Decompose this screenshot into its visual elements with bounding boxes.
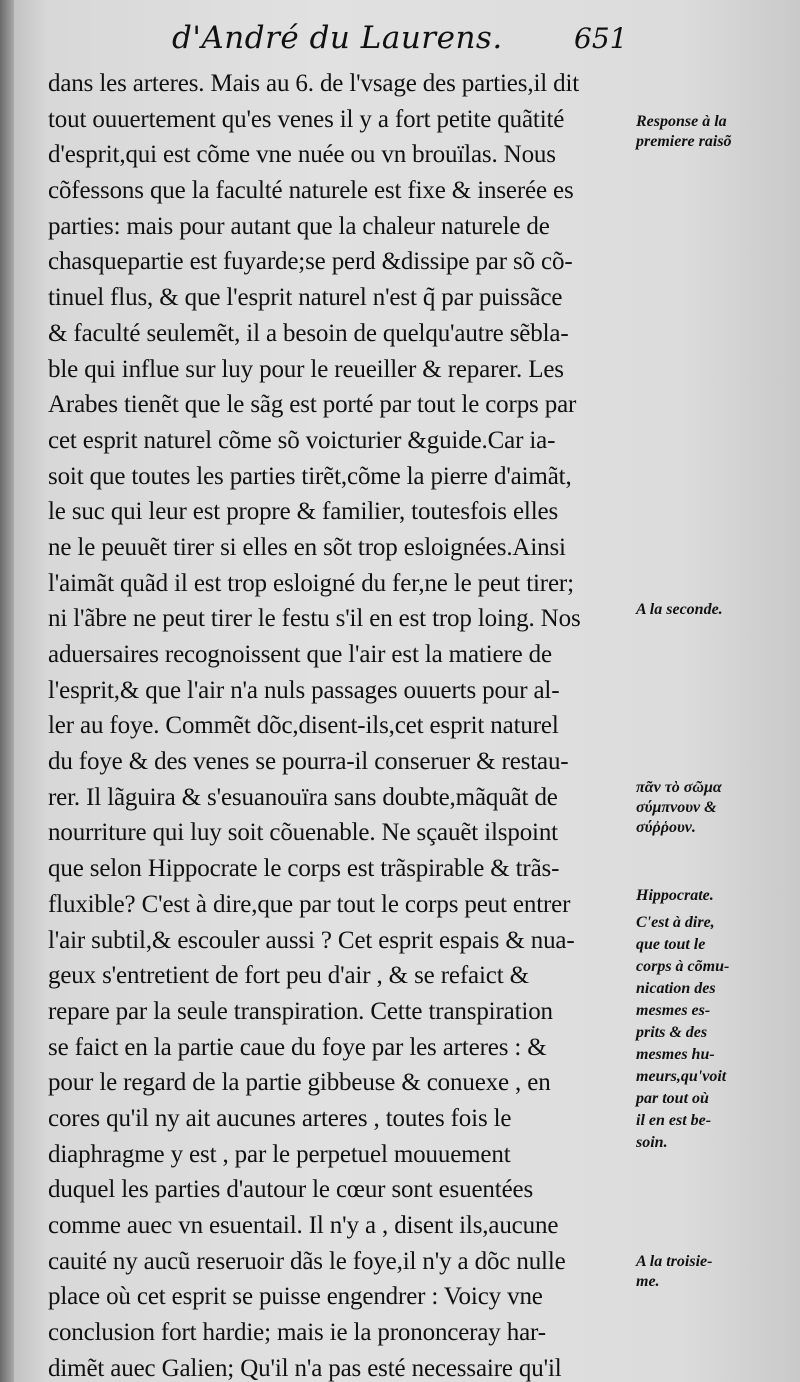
page-number: 651 [574, 22, 628, 55]
text-line: Arabes tienẽt que le sãg est porté par tout le corps par [48, 391, 577, 419]
margin-note [636, 600, 796, 620]
margin-note-line: corps à cõmu- [636, 958, 730, 975]
margin-note [636, 112, 796, 152]
text-line: cores qu'il ny ait aucunes arteres , toutes fois le [48, 1104, 512, 1132]
margin-note-line: Response à la [636, 113, 727, 130]
margin-note-line: meurs,qu'voit [636, 1068, 727, 1085]
text-line: comme auec vn esuentail. Il n'y a , disent ils,aucune [48, 1212, 559, 1239]
text-line: cet esprit naturel cõme sõ voicturier &guide.Car ia- [48, 426, 556, 454]
text-line: du foye & des venes se pourra-il conseruer & restau- [48, 748, 569, 776]
text-line: dans les arteres. Mais au 6. de l'vsage des parties,il dit [48, 70, 580, 97]
text-line: repare par la seule transpiration. Cette transpiration [48, 997, 553, 1025]
main-text-block [48, 66, 638, 1382]
margin-note-line: C'est à dire, [636, 914, 715, 931]
text-line: d'esprit,qui est cõme vne nuée ou vn brouïlas. Nous [48, 141, 556, 169]
text-line: pour le regard de la partie gibbeuse & conuexe , en [48, 1069, 551, 1097]
text-line: place où cet esprit se puisse engendrer : Voicy vne [48, 1283, 543, 1311]
text-line: parties: mais pour autant que la chaleur naturele de [48, 212, 550, 240]
text-line: l'aimãt quãd il est trop esloigné du fer,ne le peut tirer; [48, 569, 574, 597]
margin-note-line: par tout où [636, 1090, 709, 1107]
margin-note-line: nication des [636, 980, 716, 997]
margin-note-line: A la troisie- [636, 1253, 713, 1270]
text-line: que selon Hippocrate le corps est trãspirable & trãs- [48, 855, 560, 883]
margin-note-line: mesmes hu- [636, 1046, 715, 1063]
margin-note-line: σύμπνουν & [636, 799, 717, 816]
text-line: ni l'ãbre ne peut tirer le festu s'il en est trop loing. Nos [48, 605, 581, 633]
text-line: nourriture qui luy soit cõuenable. Ne sçauẽt ilspoint [48, 819, 558, 847]
text-line: ble qui influe sur luy pour le reueiller & reparer. Les [48, 355, 564, 383]
text-line: & faculté seulemẽt, il a besoin de quelqu'autre sẽbla- [48, 319, 569, 347]
text-line: tout ouuertement qu'es venes il y a fort petite quãtité [48, 105, 565, 133]
margin-note-line: prits & des [636, 1024, 708, 1041]
text-line: conclusion fort hardie; mais ie la prononceray har- [48, 1319, 546, 1347]
margin-note-line: premiere raisõ [636, 133, 732, 150]
margin-note-line: soin. [636, 1134, 668, 1151]
text-line: duquel les parties d'autour le cœur sont esuentées [48, 1176, 534, 1204]
text-line: diaphragme y est , par le perpetuel mouuement [48, 1140, 511, 1168]
text-line: cõfessons que la faculté naturele est fixe & inserée es [48, 177, 574, 205]
margin-note-line: mesmes es- [636, 1002, 711, 1019]
margin-note [636, 912, 796, 1154]
text-line: cauité ny aucũ reseruoir dãs le foye,il n'y a dõc nulle [48, 1247, 566, 1275]
text-line: rer. Il lãguira & s'esuanouïra sans doubte,mãquãt de [48, 783, 558, 811]
text-line: l'esprit,& que l'air n'a nuls passages ouuerts pour al- [48, 676, 560, 704]
margin-note-line: il en est be- [636, 1112, 712, 1129]
margin-note-line: que tout le [636, 936, 706, 953]
margin-note-line: me. [636, 1273, 660, 1290]
text-line: le suc qui leur est propre & familier, toutesfois elles [48, 498, 559, 526]
text-line: geux s'entretient de fort peu d'air , & se refaict & [48, 962, 529, 990]
margin-note [636, 1252, 796, 1292]
text-line: aduersaires recognoissent que l'air est la matiere de [48, 641, 552, 668]
text-line: chasquepartie est fuyarde;se perd &dissipe par sõ cõ- [48, 248, 573, 276]
text-line: se faict en la partie caue du foye par les arteres : & [48, 1033, 547, 1061]
text-line: ler au foye. Commẽt dõc,disent-ils,cet esprit naturel [48, 712, 559, 740]
text-line: tinuel flus, & que l'esprit naturel n'est q̃ par puissãce [48, 284, 563, 312]
text-line: dimẽt auec Galien; Qu'il n'a pas esté necessaire qu'il [48, 1354, 562, 1382]
margin-note [636, 886, 796, 906]
text-line: fluxible? C'est à dire,que par tout le corps peut entrer [48, 890, 571, 918]
margin-note-line: Hippocrate. [636, 887, 714, 904]
margin-note-line: σύῤῥουν. [636, 819, 696, 836]
text-line: l'air subtil,& escouler aussi ? Cet esprit espais & nua- [48, 926, 575, 954]
margin-note [636, 778, 796, 838]
text-line: ne le peuuẽt tirer si elles en sõt trop esloignées.Ainsi [48, 533, 566, 561]
margin-notes-column [636, 0, 796, 1382]
margin-note-line: A la seconde. [636, 601, 723, 618]
margin-note-line: πᾶν τὸ σῶμα [636, 779, 722, 796]
text-line: soit que toutes les parties tirẽt,cõme la pierre d'aimãt, [48, 462, 572, 490]
page-gutter-shadow [0, 0, 14, 1382]
running-title: d'André du Laurens. [172, 20, 503, 56]
